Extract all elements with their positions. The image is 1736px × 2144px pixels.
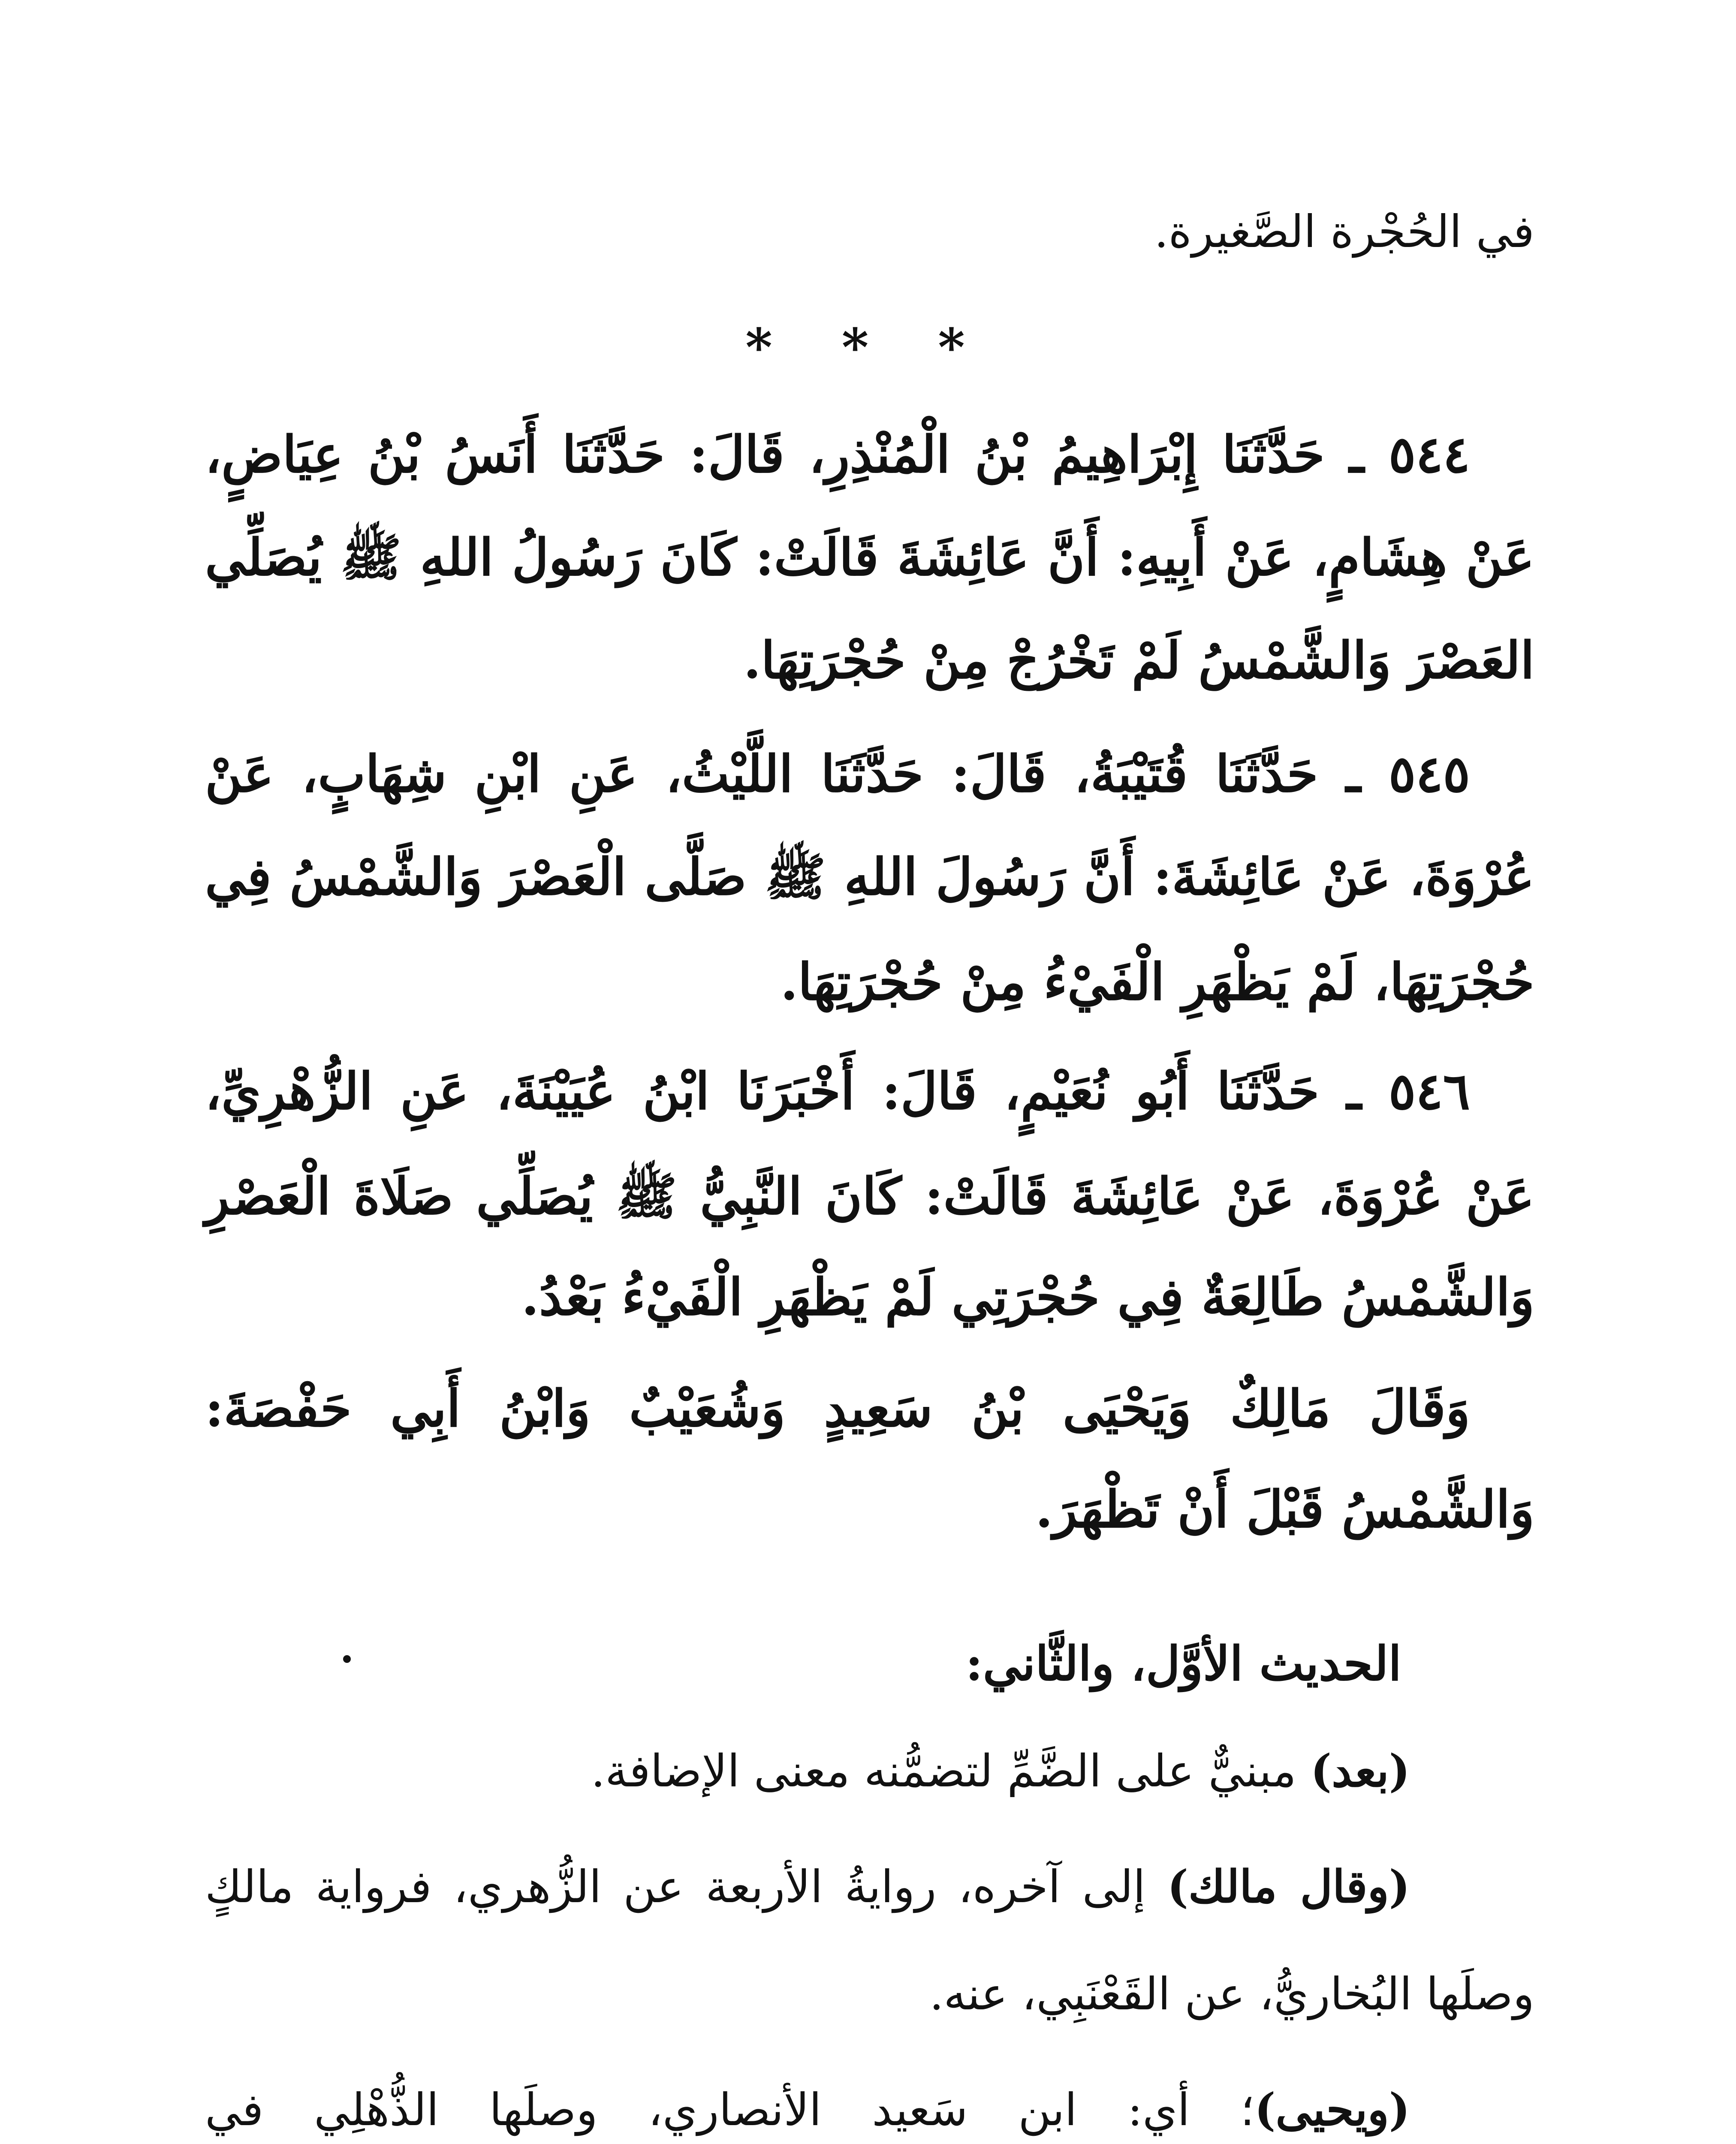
commentary-text: ؛ أي: ابن سَعيد الأنصاري، وصلَها الذُّهْلِي في <box>205 2084 1255 2136</box>
commentary-line-4 <box>205 2080 1410 2140</box>
mualaq-line-1: وَقَالَ مَالِكٌ وَيَحْيَى بْنُ سَعِيدٍ وَشُعَيْبٌ وَابْنُ أَبِي حَفْصَةَ: <box>205 1379 1470 1438</box>
section-separator: * * * <box>745 317 991 378</box>
hadith-545-line-3: حُجْرَتِهَا، لَمْ يَظْهَرِ الْفَيْءُ مِنْ حُجْرَتِهَا. <box>780 952 1534 1012</box>
commentary-term: (ويحيى) <box>1254 2083 1410 2136</box>
hadith-546-line-1: ٥٤٦ ـ حَدَّثَنَا أَبُو نُعَيْمٍ، قَالَ: أَخْبَرَنَا ابْنُ عُيَيْنَةَ، عَنِ الزُّهْرِيِّ، <box>205 1061 1470 1121</box>
commentary-line-2 <box>205 1857 1410 1917</box>
hadith-545-line-1: ٥٤٥ ـ حَدَّثَنَا قُتَيْبَةُ، قَالَ: حَدَّثَنَا اللَّيْثُ، عَنِ ابْنِ شِهَابٍ، عَنْ <box>205 744 1470 804</box>
mualaq-line-2: وَالشَّمْسُ قَبْلَ أَنْ تَظْهَرَ. <box>1035 1479 1534 1539</box>
hadith-545-line-2: عُرْوَةَ، عَنْ عَائِشَةَ: أَنَّ رَسُولَ اللهِ ﷺ صَلَّى الْعَصْرَ وَالشَّمْسُ فِي <box>205 847 1534 906</box>
commentary-text: إلى آخره، روايةُ الأربعة عن الزُّهري، فرواية مالكٍ <box>205 1861 1167 1913</box>
hadith-544-line-3: العَصْرَ وَالشَّمْسُ لَمْ تَخْرُجْ مِنْ حُجْرَتِهَا. <box>743 630 1534 690</box>
commentary-heading: الحديث الأوَّل، والثَّاني: <box>965 1636 1401 1691</box>
commentary-line-3: وصلَها البُخاريُّ، عن القَعْنَبِي، عنه. <box>929 1968 1534 2020</box>
hadith-546-line-3: وَالشَّمْسُ طَالِعَةٌ فِي حُجْرَتِي لَمْ يَظْهَرِ الْفَيْءُ بَعْدُ. <box>521 1267 1534 1327</box>
hadith-544-line-1: ٥٤٤ ـ حَدَّثَنَا إِبْرَاهِيمُ بْنُ الْمُنْذِرِ، قَالَ: حَدَّثَنَا أَنَسُ بْنُ عِيَاضٍ، <box>205 425 1470 484</box>
commentary-term: (وقال مالك) <box>1167 1860 1410 1913</box>
continuation-line: في الحُجْرة الصَّغيرة. <box>1154 205 1534 258</box>
hadith-546-line-2: عَنْ عُرْوَةَ، عَنْ عَائِشَةَ قَالَتْ: كَانَ النَّبِيُّ ﷺ يُصَلِّي صَلَاةَ الْعَصْرِ <box>205 1166 1534 1226</box>
ink-dot <box>343 1655 351 1663</box>
commentary-term: (بعد) <box>1310 1744 1410 1797</box>
commentary-text: مبنيٌّ على الضَّمِّ لتضمُّنه معنى الإضافة. <box>591 1745 1311 1797</box>
hadith-544-line-2: عَنْ هِشَامٍ، عَنْ أَبِيهِ: أَنَّ عَائِشَةَ قَالَتْ: كَانَ رَسُولُ اللهِ ﷺ يُصَلِّي <box>205 527 1534 587</box>
commentary-line-1 <box>205 1741 1410 1801</box>
